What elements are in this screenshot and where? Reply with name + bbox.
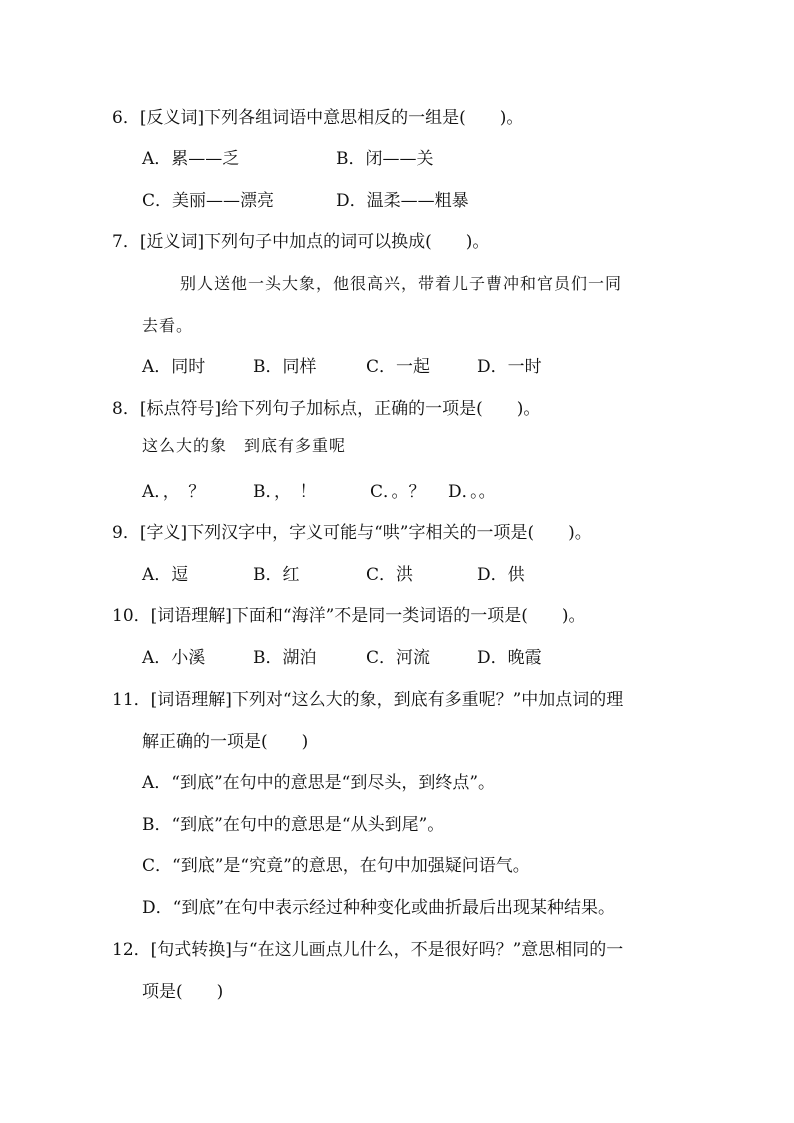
question-7-stem: 7．[近义词]下列句子中加点的词可以换成( )。 xyxy=(112,232,490,252)
q7-option-d: D．一时 xyxy=(477,357,542,377)
question-12-stem-line2: 项是( ) xyxy=(142,982,224,1002)
question-11-stem-line1: 11．[词语理解]下列对“这么大的象，到底有多重呢？”中加点词的理 xyxy=(112,690,624,710)
q6-option-c: C．美丽——漂亮 xyxy=(142,191,275,211)
q9-option-a: A．逗 xyxy=(142,565,189,585)
q7-option-a: A．同时 xyxy=(142,357,206,377)
question-9-stem: 9．[字义]下列汉字中，字义可能与“哄”字相关的一项是( )。 xyxy=(112,523,592,543)
q11-option-c: C．“到底”是“究竟”的意思，在句中加强疑问语气。 xyxy=(142,856,530,876)
q8-option-b: B．， ！ xyxy=(253,482,317,502)
q7-option-c: C．一起 xyxy=(366,357,431,377)
q8-option-d: D．。。 xyxy=(448,482,496,502)
q8-option-a: A．， ？ xyxy=(142,482,206,502)
q11-option-a: A．“到底”在句中的意思是“到尽头，到终点”。 xyxy=(142,773,496,793)
q10-option-c: C．河流 xyxy=(366,648,431,668)
question-10-stem: 10．[词语理解]下面和“海洋”不是同一类词语的一项是( )。 xyxy=(112,606,586,626)
question-11-stem-line2: 解正确的一项是( ) xyxy=(142,732,309,752)
q6-option-d: D．温柔——粗暴 xyxy=(336,191,469,211)
q8-sentence: 这么大的象 到底有多重呢 xyxy=(142,436,347,455)
q11-option-b: B．“到底”在句中的意思是“从头到尾”。 xyxy=(142,815,445,835)
q9-option-c: C．洪 xyxy=(366,565,414,585)
q9-option-d: D．供 xyxy=(477,565,525,585)
q8-option-c: C．。？ xyxy=(370,482,426,502)
q10-option-d: D．晚霞 xyxy=(477,648,542,668)
q6-option-a: A．累——乏 xyxy=(142,149,240,169)
q7-sentence-line2: 去看。 xyxy=(142,316,194,335)
q7-sentence-line1: 别人送他一头大象，他很高兴，带着儿子曹冲和官员们一同 xyxy=(180,274,623,293)
question-8-stem: 8．[标点符号]给下列句子加标点，正确的一项是( )。 xyxy=(112,399,541,419)
q9-option-b: B．红 xyxy=(253,565,300,585)
q10-option-b: B．湖泊 xyxy=(253,648,317,668)
q7-option-b: B．同样 xyxy=(253,357,317,377)
q10-option-a: A．小溪 xyxy=(142,648,206,668)
question-6-stem: 6．[反义词]下列各组词语中意思相反的一组是( )。 xyxy=(112,108,524,128)
q6-option-b: B．闭——关 xyxy=(336,149,434,169)
q11-option-d: D．“到底”在句中表示经过种种变化或曲折最后出现某种结果。 xyxy=(142,898,616,918)
question-12-stem-line1: 12．[句式转换]与“在这儿画点儿什么，不是很好吗？”意思相同的一 xyxy=(112,940,624,960)
